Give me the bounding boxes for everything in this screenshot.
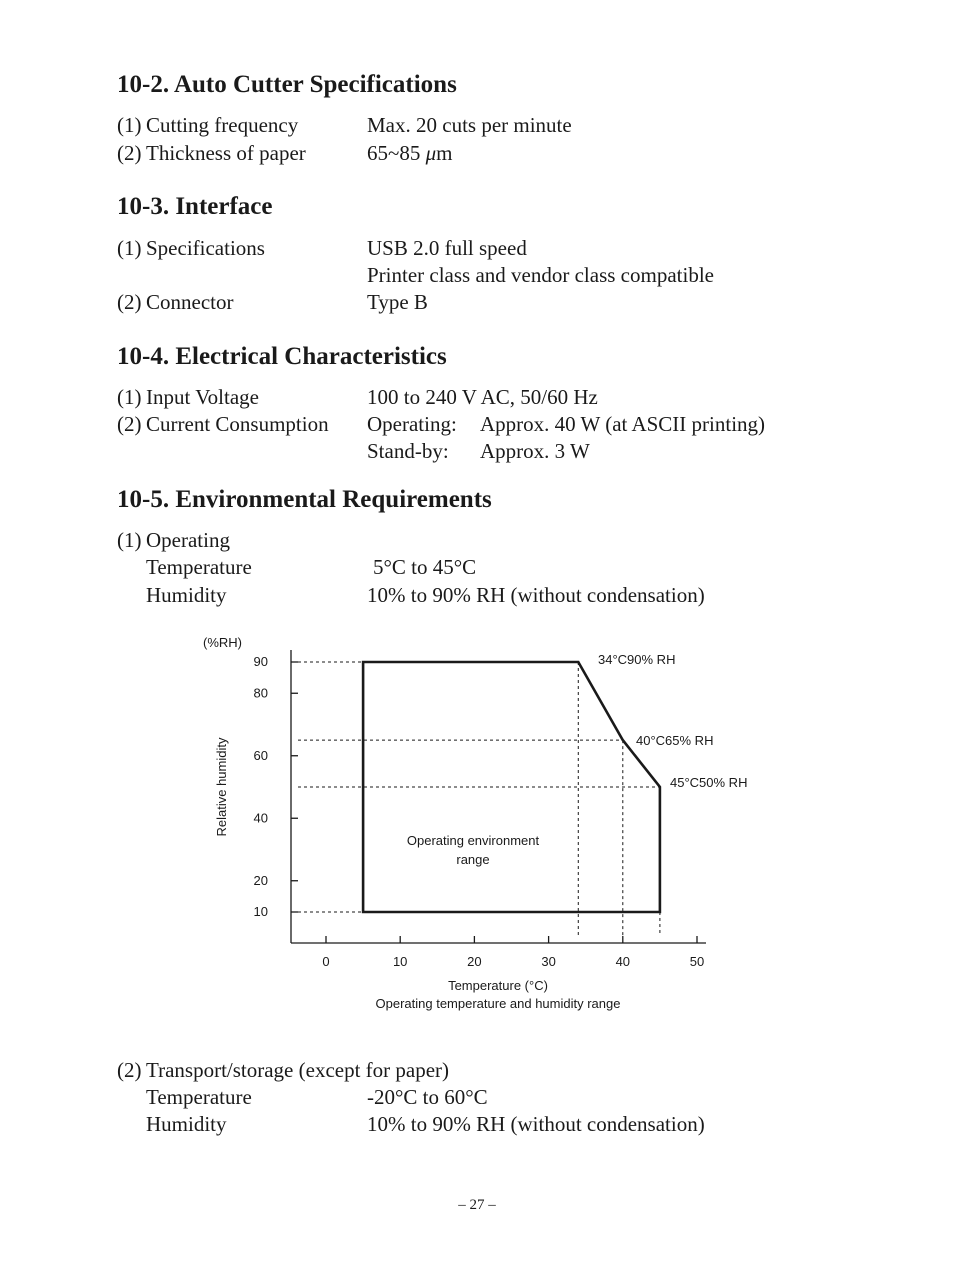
- spec-label-current-consumption: Current Consumption: [146, 412, 329, 436]
- y-tick-label: 10: [253, 904, 268, 919]
- y-unit-label: (%RH): [203, 635, 242, 650]
- page-number: – 27 –: [458, 1197, 496, 1213]
- y-tick-label: 40: [253, 810, 268, 826]
- spec-value-paper-thickness: 65~85 μm: [367, 141, 453, 165]
- chart-caption: Operating temperature and humidity range: [375, 996, 621, 1011]
- spec-label-cutting-frequency: Cutting frequency: [146, 113, 299, 137]
- section-title-electrical: 10-4. Electrical Characteristics: [117, 343, 447, 370]
- x-tick-label: 0: [322, 954, 330, 969]
- x-axis-title: Temperature (°C): [448, 978, 548, 993]
- region-label: Operating environment: [406, 833, 540, 848]
- corner-annotation: 45°C50% RH: [670, 775, 748, 790]
- spec-number: (1): [117, 236, 142, 260]
- x-tick-label: 20: [467, 954, 482, 969]
- spec-value-operating-temperature: 5°C to 45°C: [373, 555, 477, 579]
- spec-value-input-voltage: 100 to 240 V AC, 50/60 Hz: [367, 385, 598, 409]
- spec-value-usb-class: Printer class and vendor class compatible: [367, 263, 714, 287]
- section-title-auto-cutter: 10-2. Auto Cutter Specifications: [117, 71, 457, 98]
- x-tick-label: 50: [689, 954, 705, 969]
- spec-label-storage-humidity: Humidity: [146, 1112, 227, 1136]
- region-label: range: [456, 852, 490, 867]
- section-title-environmental: 10-5. Environmental Requirements: [117, 486, 492, 513]
- spec-label-paper-thickness: Thickness of paper: [146, 141, 306, 165]
- spec-mode-standby: Stand-by:: [367, 439, 449, 463]
- y-tick-label: 60: [253, 747, 268, 763]
- x-tick-label: 10: [392, 954, 408, 969]
- corner-annotation: 34°C90% RH: [598, 652, 676, 667]
- corner-annotation: 40°C65% RH: [636, 733, 714, 748]
- section-title-interface: 10-3. Interface: [117, 193, 273, 220]
- spec-value-cutting-frequency: Max. 20 cuts per minute: [367, 113, 572, 137]
- y-axis-title: Relative humidity: [214, 737, 229, 837]
- spec-value-connector: Type B: [367, 290, 428, 314]
- y-tick-label: 80: [253, 685, 268, 701]
- micro-symbol: μ: [425, 141, 437, 165]
- spec-value-storage-temperature: -20°C to 60°C: [367, 1085, 488, 1109]
- spec-label-operating-temperature: Temperature: [146, 555, 252, 579]
- spec-value-standby-power: Approx. 3 W: [480, 439, 590, 463]
- spec-number: (1): [117, 528, 142, 552]
- spec-value-storage-humidity: 10% to 90% RH (without condensation): [367, 1112, 705, 1136]
- spec-number: (2): [117, 1058, 142, 1082]
- spec-label-connector: Connector: [146, 290, 234, 314]
- spec-number: (2): [117, 412, 142, 436]
- spec-number: (2): [117, 290, 142, 314]
- spec-number: (1): [117, 113, 142, 137]
- spec-mode-operating: Operating:: [367, 412, 457, 436]
- y-tick-label: 90: [253, 654, 268, 669]
- spec-label-specifications: Specifications: [146, 236, 265, 260]
- spec-number: (2): [117, 141, 142, 165]
- x-tick-label: 40: [615, 954, 631, 969]
- x-tick-label: 30: [541, 954, 556, 969]
- spec-label-input-voltage: Input Voltage: [146, 385, 259, 409]
- spec-label-operating: Operating: [146, 528, 230, 552]
- spec-label-storage: Transport/storage (except for paper): [146, 1058, 450, 1082]
- spec-value-operating-humidity: 10% to 90% RH (without condensation): [367, 583, 705, 607]
- spec-value-operating-power: Approx. 40 W (at ASCII printing): [480, 412, 766, 436]
- spec-label-storage-temperature: Temperature: [146, 1085, 252, 1109]
- spec-value-usb: USB 2.0 full speed: [367, 236, 527, 260]
- spec-label-operating-humidity: Humidity: [146, 583, 227, 607]
- spec-number: (1): [117, 385, 142, 409]
- y-tick-label: 20: [253, 872, 268, 888]
